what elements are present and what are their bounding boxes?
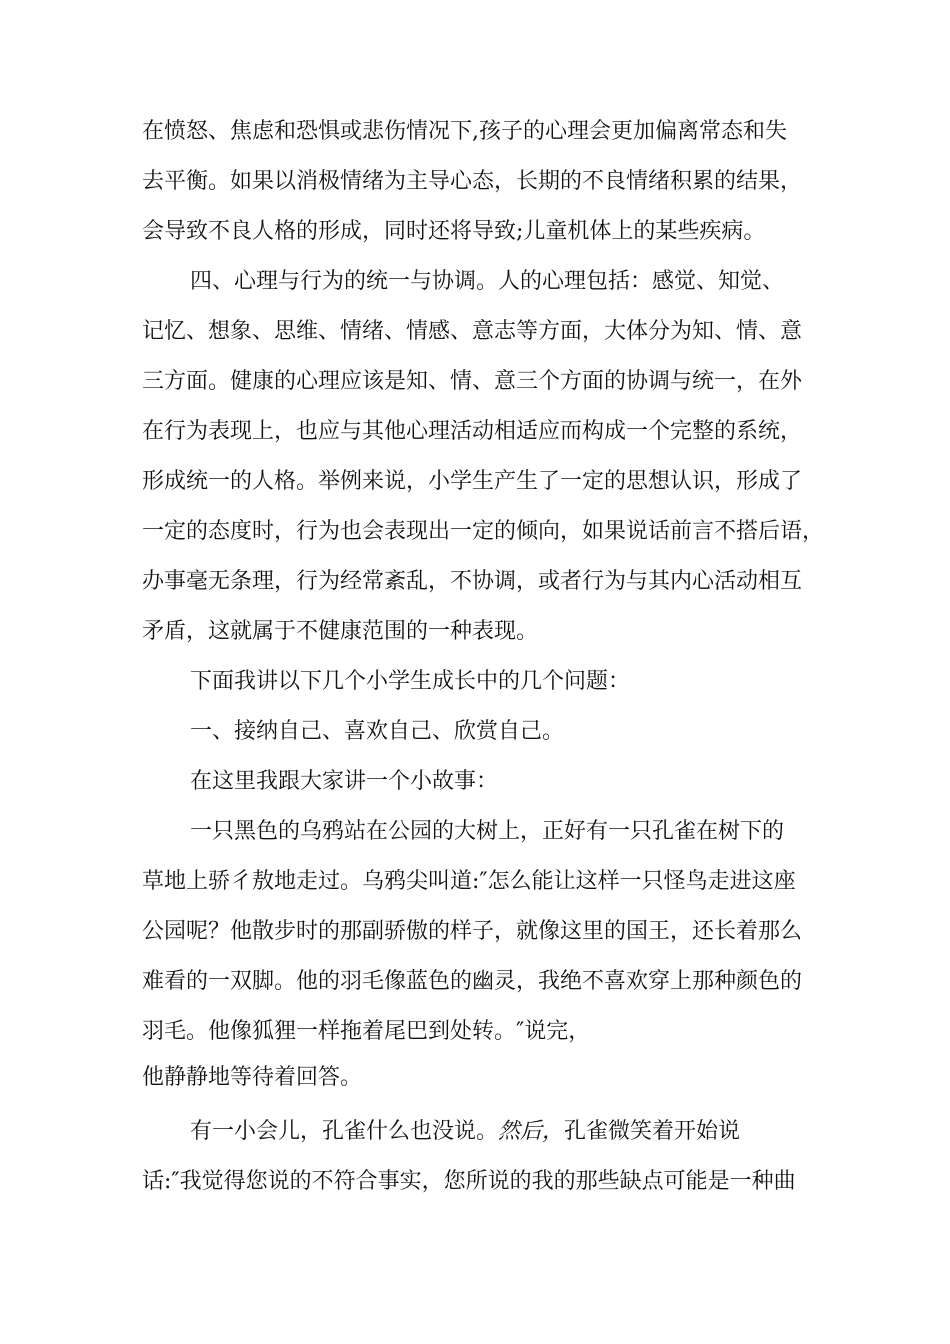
text-line: 难看的一双脚。他的羽毛像蓝色的幽灵，我绝不喜欢穿上那种颜色的 [142, 969, 803, 994]
text-line: 记忆、想象、思维、情绪、情感、意志等方面，大体分为知、情、意 [142, 319, 803, 344]
paragraph-first-line: 在这里我跟大家讲一个小故事： [190, 769, 499, 794]
text-line: 草地上骄彳敖地走过。乌鸦尖叫道:″怎么能让这样一只怪鸟走进这座 [142, 869, 796, 894]
text-line: 在行为表现上，也应与其他心理活动相适应而构成一个完整的系统， [142, 419, 803, 444]
text-line: 会导致不良人格的形成，同时还将导致;儿童机体上的某些疾病。 [142, 219, 766, 244]
text-line: 话:″我觉得您说的不符合事实，您所说的我的那些缺点可能是一种曲 [142, 1169, 796, 1194]
text-line: 去平衡。如果以消极情绪为主导心态，长期的不良情绪积累的结果， [142, 169, 803, 194]
text-line: 形成统一的人格。举例来说，小学生产生了一定的思想认识，形成了 [142, 469, 803, 494]
text-segment: 孔雀微笑着开始说 [564, 1119, 741, 1144]
paragraph-first-line: 下面我讲以下几个小学生成长中的几个问题： [190, 669, 631, 694]
text-line: 三方面。健康的心理应该是知、情、意三个方面的协调与统一，在外 [142, 369, 803, 394]
text-line: 公园呢？他散步时的那副骄傲的样子，就像这里的国王，还长着那么 [142, 919, 803, 944]
text-line: 一定的态度时，行为也会表现出一定的倾向，如果说话前言不搭后语， [142, 519, 825, 544]
text-line: 办事毫无条理，行为经常紊乱，不协调，或者行为与其内心活动相互 [142, 569, 803, 594]
paragraph-first-line: 四、心理与行为的统一与协调。人的心理包括：感觉、知觉、 [190, 269, 785, 294]
text-line: 在愤怒、焦虑和恐惧或悲伤情况下,孩子的心理会更加偏离常态和失 [142, 119, 787, 144]
section-heading: 一、接纳自己、喜欢自己、欣赏自己。 [190, 719, 565, 744]
text-line: 矛盾，这就属于不健康范围的一种表现。 [142, 619, 539, 644]
paragraph-first-line [190, 1117, 740, 1147]
text-segment: 有一小会儿，孔雀什么也没说。 [190, 1119, 499, 1144]
text-line: 羽毛。他像狐狸一样拖着尾巴到处转。″说完， [142, 1019, 591, 1044]
paragraph-first-line: 一只黑色的乌鸦站在公园的大树上，正好有一只孔雀在树下的 [190, 819, 785, 844]
italic-text-segment: 然后， [498, 1119, 565, 1144]
text-line: 他静静地等待着回答。 [142, 1065, 363, 1090]
